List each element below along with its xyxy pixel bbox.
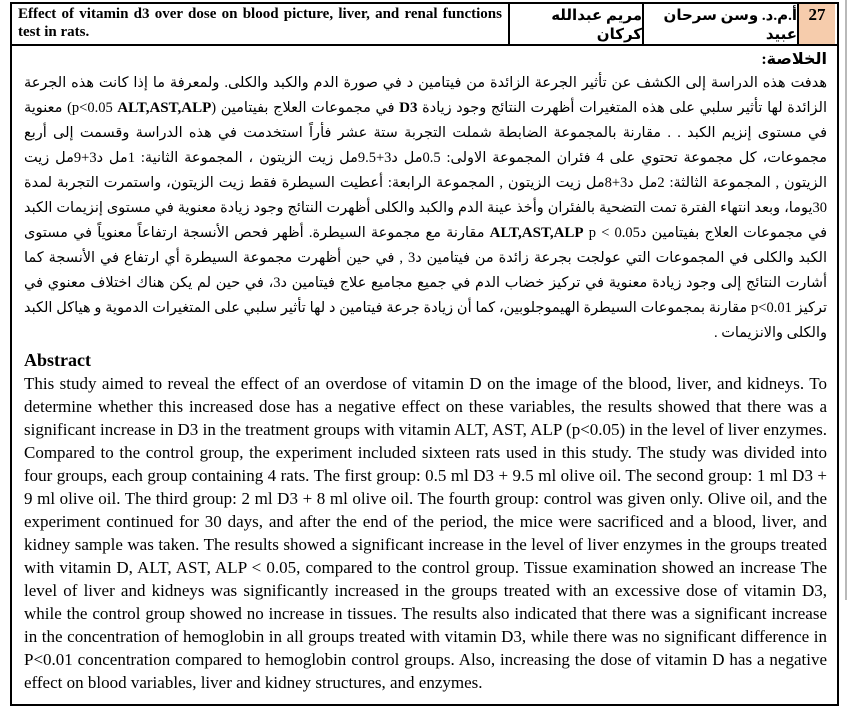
english-abstract-heading: Abstract (24, 350, 91, 370)
student-name: مريم عبدالله كركان (510, 4, 644, 44)
arabic-text-segment: p < 0.05 مقارنة مع مجموعة السيطرة. أظهر فحص الأنسجة ارتفاعاً معنوياً في مستوى الكبد والكلى في المجموعات التي عولجت بجرعة زائدة من فيتامين د3 , في حين أظهرت مجموعة السيطرة أي ارتفاع في الأنسجة كما أشارت النتائج إلى وجود زيادة معنوية في تركيز خضاب الدم في جميع مجاميع علاج فيتامين د3، في حين لم يكن هناك اختلاف معنوي في تركيز p<0.01 مقارنة بمجموعات السيطرة الهيموجلوبين، كما أن زيادة جرعة فيتامين د لها تأثير سلبي على المتغيرات الدموية و هياكل الكبد والكلى والانزيمات . (24, 225, 827, 341)
header-row (12, 4, 837, 46)
abstract-table (10, 2, 839, 706)
arabic-text-segment: ) معنوية في مستوى إنزيم الكبد . . مقارنة بالمجموعة الضابطة شملت التجربة ستة عشر فأراً استخدمت في هذه الدراسة وقسمت إلى أربع مجموعات، كل مجموعة تحتوي على 4 فئران المجموعة الاولى: 0.5مل د3+9.5مل زيت الزيتون ، المجموعة الثانية: 1مل د3+9مل زيت الزيتون , المجموعة الثالثة: 2مل د3+8مل زيت الزيتون , المجموعة الرابعة: أعطيت السيطرة فقط زيت الزيتون، واستمرت التجربة لمدة 30يوما، وبعد انتهاء الفترة تمت التضحية بالفئران وأخذ عينة الدم والكبد والكلى أظهرت النتائج وجود زيادة معنوية في مستوى إنزيمات الكبد في مجموعات العلاج بفيتامين د (24, 100, 828, 241)
arabic-abstract-heading: الخلاصة: (761, 51, 827, 68)
arabic-text-segment: هدفت هذه الدراسة إلى الكشف عن تأثير الجرعة الزائدة من فيتامين د في صورة الدم والكبد والكلى. ولمعرفة ما إذا كانت هذه الجرعة الزائدة لها تأثير سلبي على هذه المتغيرات أظهرت النتائج وجود زيادة (24, 75, 827, 116)
entry-number-badge: 27 (799, 4, 835, 44)
arabic-abstract-text (24, 71, 827, 346)
abstract-content (12, 46, 837, 704)
paper-title: Effect of vitamin d3 over dose on blood picture, liver, and renal functions test in rats. (12, 4, 510, 44)
supervisor-name: أ.م.د. وسن سرحان عبيد (644, 4, 799, 44)
arabic-text-segment: في مجموعات العلاج بفيتامين (p<0.05 (71, 100, 400, 116)
vitamin-d3-token: D3 (399, 100, 418, 116)
english-abstract-text: This study aimed to reveal the effect of an overdose of vitamin D on the image of the blood, liver, and kidneys. To determine whether this increased dose has a negative effect on these variables, the results showed that there was a significant increase in D3 in the treatment groups with vitamin ALT, AST, ALP (p<0.05) in the level of liver enzymes. Compared to the control group, the experiment included sixteen rats used in this study. The study was divided into four groups, each group containing 4 rats. The first group: 0.5 ml D3 + 9.5 ml olive oil. The second group: 1 ml D3 + 9 ml olive oil. The third group: 2 ml D3 + 8 ml olive oil. The fourth group: control was given only. Olive oil, and the experiment continued for 30 days, and after the end of the period, the mice were sacrificed and a blood, liver, and kidney sample was taken. The results showed a significant increase in the level of liver enzymes in the groups treated with vitamin D, ALT, AST, ALP < 0.05, compared to the control group. Tissue examination showed an increase The level of liver and kidneys was significantly increased in the groups treated with an excessive dose of vitamin D3, while the control group showed no increase in tissues. The results also indicated that there was a significant increase in the concentration of hemoglobin in all groups treated with vitamin D3, while there was no significant difference in P<0.01 concentration compared to hemoglobin control groups. Also, increasing the dose of vitamin D has a negative effect on blood variables, liver and kidney structures, and enzymes. (24, 374, 827, 692)
page-edge-divider (845, 0, 847, 600)
enzyme-abbrev-token: ALT,AST,ALP (489, 225, 584, 241)
enzyme-abbrev-token: ALT,AST,ALP (117, 100, 212, 116)
